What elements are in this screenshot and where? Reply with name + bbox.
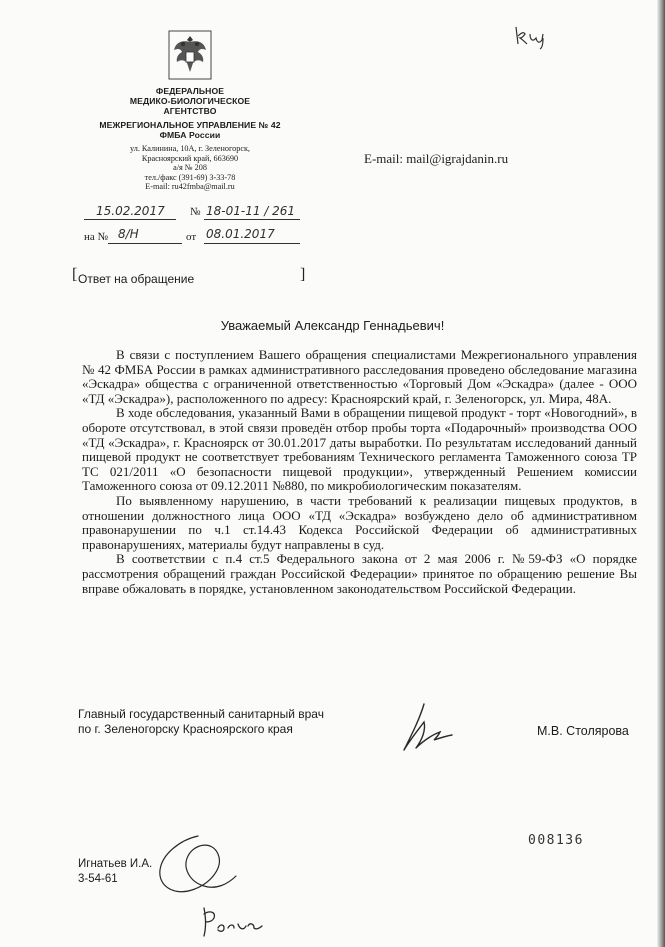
bottom-handwritten-mark — [196, 902, 266, 940]
body-paragraph: В связи с поступлением Вашего обращения специалистами Межрегионального управления № 42 ФМБА России в рамках административного расследования проведено обследование магазина «Эскадра» общества с ограниченной ответственностью «Торговый Дом «Эскадра» (далее - ООО «ТД «Эскадра»), расположенного по адресу: Красноярский край, г. Зеленогорск, ул. Мира, 48А. — [82, 347, 637, 406]
subject-open-bracket: [ — [72, 266, 78, 283]
org-name-line: ФЕДЕРАЛЬНОЕ — [155, 86, 225, 96]
handwritten-corner-mark — [512, 24, 558, 50]
salutation: Уважаемый Александр Геннадьевич! — [220, 318, 445, 333]
recipient-email: E-mail: mail@igrajdanin.ru — [364, 151, 509, 166]
corner-mark-icon — [512, 24, 558, 50]
address-line: а/я № 208 — [173, 163, 207, 173]
signatory-title — [78, 707, 324, 737]
body-paragraph: В соответствии с п.4 ст.5 Федерального закона от 2 мая 2006 г. №59-ФЗ «О порядке рассмотрения обращений граждан Российской Федерации» принятое по обращению решение Вы вправе обжаловать в порядке, установленном законодательством Российской Федерации. — [82, 551, 637, 596]
handwritten-signature — [394, 700, 458, 758]
registration-number: 18-01-11 / 261 — [206, 204, 296, 218]
registration-date: 15.02.2017 — [96, 204, 165, 218]
signatory-name: М.В. Столярова — [537, 724, 629, 738]
scan-edge-shadow — [657, 0, 665, 947]
org-name-line: МЕДИКО-БИОЛОГИЧЕСКОЕ — [129, 96, 251, 106]
reference-number: 8/Н — [118, 227, 139, 241]
subject-line: Ответ на обращение — [78, 272, 195, 286]
subject-close-bracket: ] — [300, 266, 306, 283]
signatory-title-line: Главный государственный санитарный врач — [78, 707, 324, 721]
phone-line: тел./факс (391-69) 3-33-78 — [144, 172, 236, 182]
handwritten-scribble — [150, 830, 240, 910]
address-line: Красноярский край, 663690 — [141, 153, 239, 163]
document-serial-number: 008136 — [528, 833, 584, 848]
reference-label: на № — [84, 231, 109, 243]
executor-phone: 3-54-61 — [78, 873, 118, 885]
reference-date-underline — [204, 243, 300, 244]
signatory-title-line: по г. Зеленогорску Красноярского края — [78, 722, 293, 736]
coat-of-arms-icon — [168, 30, 212, 80]
letterhead — [80, 86, 300, 192]
dept-name-line: ФМБА России — [159, 130, 221, 140]
reference-from-label: от — [186, 231, 197, 243]
org-name-line: АГЕНТСТВО — [163, 106, 217, 116]
reference-underline — [108, 243, 182, 244]
address-line: ул. Калинина, 10А, г. Зеленогорск, — [130, 144, 250, 153]
org-email-line: E-mail: ru42fmba@mail.ru — [145, 182, 235, 192]
dept-name-line: МЕЖРЕГИОНАЛЬНОЕ УПРАВЛЕНИЕ № 42 — [99, 120, 281, 130]
reference-date: 08.01.2017 — [206, 227, 275, 241]
executor-info — [78, 857, 152, 887]
body-paragraph: По выявленному нарушению, в части требований к реализации пищевых продуктов, в отношении должностного лица ООО «ТД «Эскадра» возбуждено дело об административном правонарушении по ч.1 ст.14.43 Кодекса Российской Федерации об административных правонарушениях, материалы будут направлены в суд. — [82, 492, 637, 552]
body-paragraph: В ходе обследования, указанный Вами в обращении пищевой продукт - торт «Новогодний», в обороте отсутствовал, в этой связи проведён отбор пробы торта «Подарочный» производства ООО «ТД «Эскадра», г. Красноярск от 30.01.2017 даты выработки. По результатам исследований данный пищевой продукт не соответствует требованиям Технического регламента Таможенного союза ТР ТС 021/2011 «О безопасности пищевой продукции», утвержденный Решением комиссии Таможенного союза от 09.12.2011 №880, по микробиологическим показателям. — [82, 405, 637, 494]
registration-number-label: № — [190, 206, 201, 218]
date-underline — [84, 219, 176, 220]
number-underline — [204, 219, 300, 220]
letter-body — [82, 348, 637, 596]
executor-name: Игнатьев И.А. — [78, 858, 153, 870]
